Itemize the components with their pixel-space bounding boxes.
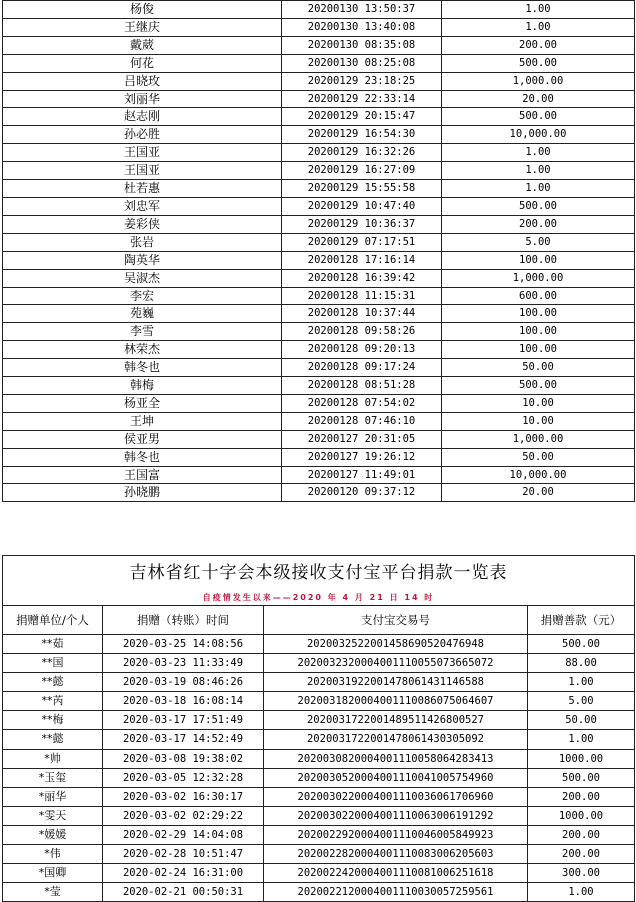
donation-time-cell: 20200128 16:39:42: [282, 269, 442, 287]
donation-amount-cell: 1.00: [442, 162, 635, 180]
donation-amount-cell: 50.00: [528, 711, 635, 730]
donation-amount-cell: 1,000.00: [442, 72, 635, 90]
donor-cell: *媛媛: [3, 825, 103, 844]
donation-amount-cell: 1.00: [528, 730, 635, 749]
table-row: [3, 197, 635, 215]
donor-name-cell: 侯亚男: [3, 430, 282, 448]
donation-amount-cell: 5.00: [442, 233, 635, 251]
donor-name-cell: 姜彩侠: [3, 215, 282, 233]
donor-name-cell: 杜若惠: [3, 180, 282, 198]
donation-time-cell: 20200128 07:46:10: [282, 412, 442, 430]
donor-name-cell: 李宏: [3, 287, 282, 305]
table-row: [3, 323, 635, 341]
table-row: [3, 144, 635, 162]
table-row: [3, 787, 635, 806]
donor-name-cell: 戴葳: [3, 36, 282, 54]
donation-amount-cell: 500.00: [528, 635, 635, 654]
donation-time-cell: 20200129 20:15:47: [282, 108, 442, 126]
donation-amount-cell: 200.00: [442, 215, 635, 233]
donation-time-cell: 2020-03-19 08:46:26: [103, 673, 264, 692]
donation-time-cell: 20200128 09:20:13: [282, 341, 442, 359]
donation-time-cell: 20200128 08:51:28: [282, 377, 442, 395]
table-row: [3, 635, 635, 654]
donor-name-cell: 吕晓玫: [3, 72, 282, 90]
donation-time-cell: 20200129 10:36:37: [282, 215, 442, 233]
donor-cell: *国卿: [3, 864, 103, 883]
donation-amount-cell: 1,000.00: [442, 269, 635, 287]
table-row: [3, 654, 635, 673]
donation-time-cell: 20200127 19:26:12: [282, 448, 442, 466]
donation-amount-cell: 5.00: [528, 692, 635, 711]
donor-name-cell: 王坤: [3, 412, 282, 430]
donation-time-cell: 20200128 10:37:44: [282, 305, 442, 323]
table-row: [3, 233, 635, 251]
donation-time-cell: 20200129 16:27:09: [282, 162, 442, 180]
donor-name-cell: 刘忠军: [3, 197, 282, 215]
table-row: [3, 692, 635, 711]
donor-name-cell: 苑巍: [3, 305, 282, 323]
donor-cell: **梅: [3, 711, 103, 730]
donation-time-cell: 2020-03-17 17:51:49: [103, 711, 264, 730]
donation-amount-cell: 1000.00: [528, 806, 635, 825]
donor-name-cell: 陶英华: [3, 251, 282, 269]
donation-amount-cell: 10,000.00: [442, 466, 635, 484]
donor-name-cell: 韩冬也: [3, 359, 282, 377]
donation-time-cell: 20200120 09:37:12: [282, 484, 442, 502]
table-row: [3, 864, 635, 883]
trade-number-cell: 2020022120004001110030057259561: [264, 883, 528, 902]
donor-cell: *伟: [3, 845, 103, 864]
donation-time-cell: 20200130 08:35:08: [282, 36, 442, 54]
donation-time-cell: 20200128 17:16:14: [282, 251, 442, 269]
donor-cell: *帅: [3, 749, 103, 768]
header-amount: 捐赠善款（元）: [528, 606, 635, 635]
donation-amount-cell: 10.00: [442, 394, 635, 412]
donation-time-cell: 2020-03-17 14:52:49: [103, 730, 264, 749]
donation-time-cell: 20200128 11:15:31: [282, 287, 442, 305]
table-row: [3, 412, 635, 430]
donor-name-cell: 林荣杰: [3, 341, 282, 359]
donation-amount-cell: 200.00: [528, 845, 635, 864]
donor-cell: **懿: [3, 730, 103, 749]
donor-name-cell: 韩冬也: [3, 448, 282, 466]
table-row: [3, 768, 635, 787]
table-row: [3, 825, 635, 844]
donation-time-cell: 2020-03-08 19:38:02: [103, 749, 264, 768]
donation-list-table-top: [2, 0, 635, 502]
donation-time-cell: 2020-03-25 14:08:56: [103, 635, 264, 654]
donor-name-cell: 王继庆: [3, 18, 282, 36]
donor-name-cell: 王国亚: [3, 162, 282, 180]
table-row: [3, 180, 635, 198]
table-title-row: [3, 556, 635, 591]
donation-list-body-top: [3, 1, 635, 502]
donor-name-cell: 何花: [3, 54, 282, 72]
donation-time-cell: 2020-02-24 16:31:00: [103, 864, 264, 883]
donation-amount-cell: 200.00: [528, 787, 635, 806]
donation-time-cell: 20200129 10:47:40: [282, 197, 442, 215]
trade-number-cell: 2020022820004001110083006205603: [264, 845, 528, 864]
donation-amount-cell: 1.00: [528, 673, 635, 692]
donation-time-cell: 2020-02-29 14:04:08: [103, 825, 264, 844]
donation-amount-cell: 100.00: [442, 341, 635, 359]
table-row: [3, 448, 635, 466]
table-header-row: [3, 606, 635, 635]
table-row: [3, 711, 635, 730]
header-time: 捐赠（转账）时间: [103, 606, 264, 635]
trade-number-cell: 2020022920004001110046005849923: [264, 825, 528, 844]
donation-time-cell: 2020-03-02 16:30:17: [103, 787, 264, 806]
donation-time-cell: 20200130 13:40:08: [282, 18, 442, 36]
donation-time-cell: 20200129 22:33:14: [282, 90, 442, 108]
trade-number-cell: 2020030220004001110036061706960: [264, 787, 528, 806]
table-row: [3, 18, 635, 36]
donation-time-cell: 20200128 09:17:24: [282, 359, 442, 377]
donation-time-cell: 20200129 16:32:26: [282, 144, 442, 162]
donor-name-cell: 刘丽华: [3, 90, 282, 108]
donation-amount-cell: 10.00: [442, 412, 635, 430]
table-row: [3, 359, 635, 377]
donation-amount-cell: 1000.00: [528, 749, 635, 768]
donor-cell: **茹: [3, 635, 103, 654]
table-row: [3, 377, 635, 395]
donation-amount-cell: 50.00: [442, 359, 635, 377]
donation-amount-cell: 500.00: [528, 768, 635, 787]
donor-name-cell: 张岩: [3, 233, 282, 251]
table-row: [3, 883, 635, 902]
donor-cell: **芮: [3, 692, 103, 711]
trade-number-cell: 2020030820004001110058064283413: [264, 749, 528, 768]
donation-amount-cell: 500.00: [442, 108, 635, 126]
donor-name-cell: 赵志刚: [3, 108, 282, 126]
table-row: [3, 394, 635, 412]
donation-amount-cell: 20.00: [442, 90, 635, 108]
donor-cell: *莹: [3, 883, 103, 902]
trade-number-cell: 2020032522001458690520476948: [264, 635, 528, 654]
donation-amount-cell: 10,000.00: [442, 126, 635, 144]
donor-name-cell: 杨亚全: [3, 394, 282, 412]
donation-amount-cell: 1.00: [442, 144, 635, 162]
donor-name-cell: 王国亚: [3, 144, 282, 162]
donation-amount-cell: 200.00: [528, 825, 635, 844]
table-row: [3, 108, 635, 126]
donor-name-cell: 吴淑杰: [3, 269, 282, 287]
donor-name-cell: 王国富: [3, 466, 282, 484]
donation-amount-cell: 300.00: [528, 864, 635, 883]
table-row: [3, 251, 635, 269]
table-row: [3, 430, 635, 448]
donation-amount-cell: 100.00: [442, 251, 635, 269]
donation-time-cell: 2020-03-18 16:08:14: [103, 692, 264, 711]
donation-time-cell: 20200128 09:58:26: [282, 323, 442, 341]
header-trade-no: 支付宝交易号: [264, 606, 528, 635]
trade-number-cell: 2020032320004001110055073665072: [264, 654, 528, 673]
donation-amount-cell: 500.00: [442, 197, 635, 215]
donation-amount-cell: 100.00: [442, 305, 635, 323]
donation-amount-cell: 200.00: [442, 36, 635, 54]
donation-amount-cell: 88.00: [528, 654, 635, 673]
donor-name-cell: 杨俊: [3, 1, 282, 19]
donor-name-cell: 孙晓鹏: [3, 484, 282, 502]
donation-time-cell: 20200130 08:25:08: [282, 54, 442, 72]
trade-number-cell: 2020030220004001110063006191292: [264, 806, 528, 825]
alipay-donation-body: [3, 635, 635, 902]
trade-number-cell: 2020030520004001110041005754960: [264, 768, 528, 787]
donation-amount-cell: 50.00: [442, 448, 635, 466]
donation-time-cell: 2020-03-02 02:29:22: [103, 806, 264, 825]
table-row: [3, 90, 635, 108]
donation-time-cell: 20200129 07:17:51: [282, 233, 442, 251]
table-row: [3, 72, 635, 90]
donation-time-cell: 2020-03-23 11:33:49: [103, 654, 264, 673]
trade-number-cell: 2020031922001478061431146588: [264, 673, 528, 692]
table-row: [3, 287, 635, 305]
table-row: [3, 484, 635, 502]
donor-cell: *玉玺: [3, 768, 103, 787]
trade-number-cell: 2020031820004001110086075064607: [264, 692, 528, 711]
donation-amount-cell: 500.00: [442, 54, 635, 72]
table-subtitle-row: [3, 590, 635, 606]
table-row: [3, 341, 635, 359]
donation-time-cell: 2020-03-05 12:32:28: [103, 768, 264, 787]
donation-time-cell: 20200129 16:54:30: [282, 126, 442, 144]
table-row: [3, 126, 635, 144]
donation-time-cell: 20200129 15:55:58: [282, 180, 442, 198]
table-row: [3, 730, 635, 749]
trade-number-cell: 2020031722001489511426800527: [264, 711, 528, 730]
table-row: [3, 806, 635, 825]
table-row: [3, 305, 635, 323]
donation-amount-cell: 20.00: [442, 484, 635, 502]
table-row: [3, 162, 635, 180]
table-title: 吉林省红十字会本级接收支付宝平台捐款一览表: [3, 556, 635, 591]
donor-cell: **懿: [3, 673, 103, 692]
donation-time-cell: 20200129 23:18:25: [282, 72, 442, 90]
donation-amount-cell: 100.00: [442, 323, 635, 341]
donor-name-cell: 李雪: [3, 323, 282, 341]
donation-time-cell: 20200127 11:49:01: [282, 466, 442, 484]
donation-amount-cell: 1.00: [442, 18, 635, 36]
table-row: [3, 215, 635, 233]
donation-amount-cell: 600.00: [442, 287, 635, 305]
alipay-donation-table: [2, 555, 635, 902]
table-row: [3, 673, 635, 692]
table-row: [3, 54, 635, 72]
table-row: [3, 845, 635, 864]
donation-amount-cell: 1.00: [442, 180, 635, 198]
donation-time-cell: 2020-02-21 00:50:31: [103, 883, 264, 902]
donor-cell: *丽华: [3, 787, 103, 806]
table-row: [3, 36, 635, 54]
donation-time-cell: 20200130 13:50:37: [282, 1, 442, 19]
donor-name-cell: 韩梅: [3, 377, 282, 395]
table-row: [3, 749, 635, 768]
donation-amount-cell: 500.00: [442, 377, 635, 395]
trade-number-cell: 2020031722001478061430305092: [264, 730, 528, 749]
donor-cell: **国: [3, 654, 103, 673]
donation-amount-cell: 1.00: [442, 1, 635, 19]
table-row: [3, 1, 635, 19]
table-row: [3, 269, 635, 287]
table-row: [3, 466, 635, 484]
donation-time-cell: 2020-02-28 10:51:47: [103, 845, 264, 864]
donation-amount-cell: 1.00: [528, 883, 635, 902]
trade-number-cell: 2020022420004001110081006251618: [264, 864, 528, 883]
donor-name-cell: 孙必胜: [3, 126, 282, 144]
donor-cell: *雯天: [3, 806, 103, 825]
donation-amount-cell: 1,000.00: [442, 430, 635, 448]
header-donor: 捐赠单位/个人: [3, 606, 103, 635]
donation-time-cell: 20200128 07:54:02: [282, 394, 442, 412]
table-subtitle: 自疫情发生以来——2020 年 4 月 21 日 14 时: [3, 590, 635, 606]
donation-time-cell: 20200127 20:31:05: [282, 430, 442, 448]
